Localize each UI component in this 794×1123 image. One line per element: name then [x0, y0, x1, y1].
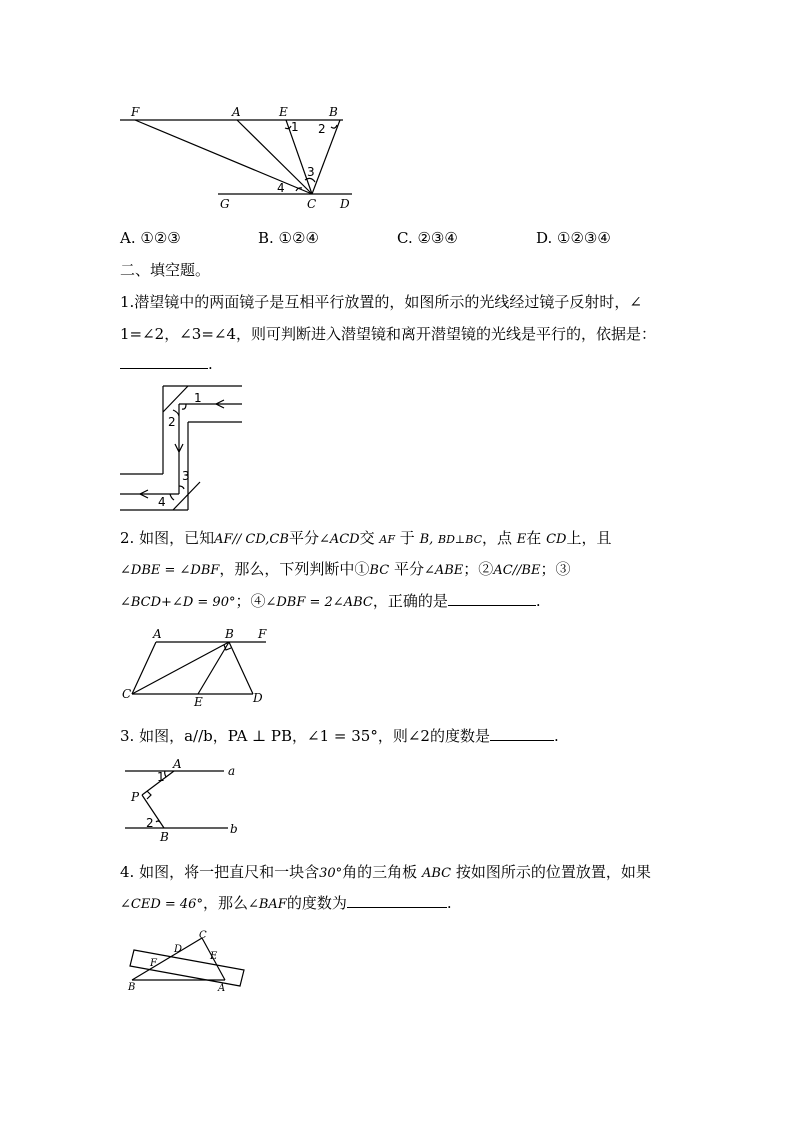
label-F: F — [131, 105, 140, 119]
q4-label-C: C — [199, 930, 207, 941]
section-title: 二、填空题。 — [120, 261, 211, 279]
q3-angle-2: 2 — [146, 816, 154, 830]
label-D: D — [340, 197, 350, 211]
q2-label-F: F — [258, 627, 267, 641]
q4-figure — [122, 930, 252, 996]
answer-blank[interactable] — [448, 591, 536, 606]
q3-line: 3. 如图，a//b，PA ⊥ PB，∠1 = 35°，则∠2的度数是 . — [120, 727, 559, 745]
periscope-angle-1: 1 — [194, 391, 202, 405]
top-figure — [115, 100, 365, 215]
angle-1: 1 — [291, 120, 299, 134]
q2-figure — [118, 626, 278, 708]
q4-label-E: E — [210, 951, 218, 962]
q3-figure — [120, 757, 245, 843]
periscope-angle-4: 4 — [158, 495, 166, 509]
q4-label-A: A — [218, 983, 226, 994]
q2-label-A: A — [153, 627, 162, 641]
option-d: D. ①②③④ — [536, 229, 611, 247]
label-G: G — [220, 197, 230, 211]
q4-label-F: F — [150, 958, 157, 969]
q2-label-C: C — [122, 687, 132, 701]
answer-blank[interactable] — [490, 726, 554, 741]
q1-line3: . — [120, 354, 213, 374]
q2-line1: 2. 如图，已知AF// CD,CB平分∠ACD交 AF 于 B, BD⊥BC，点 E在 CD上，且 — [120, 529, 612, 547]
q3-label-b: b — [230, 822, 238, 836]
q4-line1: 4. 如图，将一把直尺和一块含30°角的三角板 ABC 按如图所示的位置放置，如果 — [120, 863, 651, 881]
q3-label-a: a — [228, 764, 236, 778]
answer-blank[interactable] — [347, 893, 447, 908]
q3-label-B: B — [160, 830, 169, 843]
q2-line3: ∠BCD+∠D = 90°；④∠DBF = 2∠ABC，正确的是 . — [120, 592, 541, 610]
label-C: C — [307, 197, 317, 211]
answer-blank[interactable] — [120, 354, 208, 369]
option-c: C. ②③④ — [397, 229, 458, 247]
q4-label-D: D — [174, 944, 183, 955]
periscope-figure — [118, 382, 248, 514]
q3-label-A: A — [173, 757, 182, 771]
q4-line2: ∠CED = 46°，那么∠BAF的度数为 . — [120, 894, 452, 912]
q2-line2: ∠DBE = ∠DBF，那么，下列判断中①BC 平分∠ABE；②AC//BE；③ — [120, 560, 571, 578]
angle-4: 4 — [277, 181, 285, 195]
angle-3: 3 — [307, 165, 315, 179]
label-B: B — [329, 105, 338, 119]
q2-label-B: B — [225, 627, 234, 641]
label-E: E — [279, 105, 288, 119]
periscope-angle-3: 3 — [182, 469, 190, 483]
option-b: B. ①②④ — [258, 229, 319, 247]
label-A: A — [232, 105, 241, 119]
q1-line2: 1=∠2，∠3=∠4，则可判断进入潜望镜和离开潜望镜的光线是平行的，依据是： — [120, 325, 657, 343]
option-a: A. ①②③ — [120, 229, 181, 247]
q4-label-B: B — [128, 982, 136, 993]
q2-label-E: E — [194, 695, 203, 708]
angle-2: 2 — [318, 122, 326, 136]
q3-angle-1: 1 — [157, 770, 165, 784]
q1-line1: 1.潜望镜中的两面镜子是互相平行放置的，如图所示的光线经过镜子反射时，∠ — [120, 293, 642, 311]
periscope-angle-2: 2 — [168, 415, 176, 429]
q2-label-D: D — [253, 691, 263, 705]
q3-label-P: P — [131, 790, 140, 804]
